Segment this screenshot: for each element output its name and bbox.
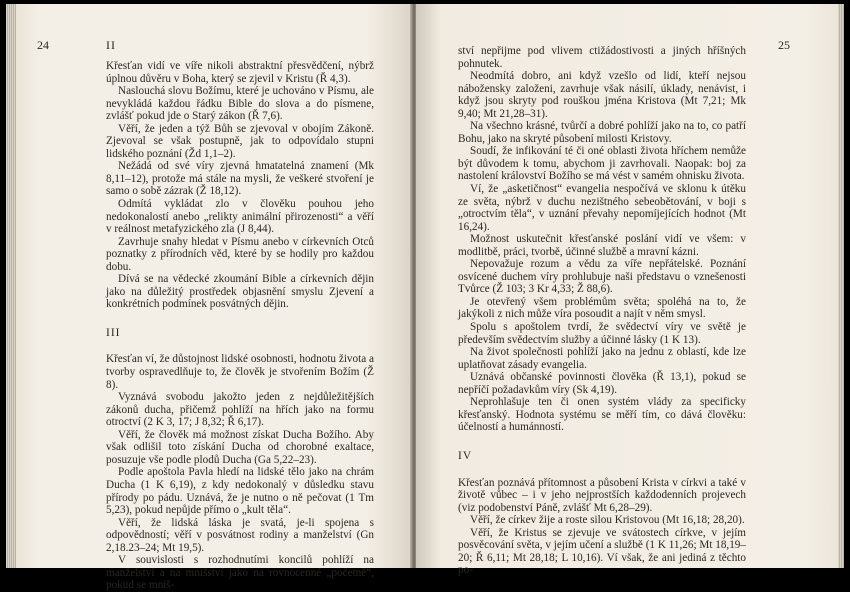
paragraph: Je otevřený všem problémům světa; spoléhá na to, že jakýkoli z nich může víra posoudit a najít v něm smysl. <box>458 295 746 321</box>
paragraph: Křesťan poznává přítomnost a působení Krista v církvi a také v životě vůbec – i v jeho nejprostších každodenních projevech (viz podobenství Páně, zvlášť Mt 6,28–29). <box>458 476 746 514</box>
paragraph: Křesťan ví, že důstojnost lidské osobnosti, hodnotu života a tvorby ospravedlňuje to, že člověk je stvořením Božím (Ž 8). <box>106 353 374 391</box>
page-number: 24 <box>37 38 49 52</box>
paragraph: Nežádá od své víry zjevná hmatatelná znamení (Mk 8,11–12), protože má stále na mysli, že veškeré stvoření je samo o sobě zázrak (Ž 18,12). <box>106 160 374 198</box>
paragraph: Na všechno krásné, tvůrčí a dobré pohlíží jako na to, co patří Bohu, jako na skryté působení milosti Kristovy. <box>458 120 746 145</box>
page-stack-edge-right <box>838 4 844 568</box>
section-heading: IV <box>458 449 473 462</box>
paragraph: Dívá se na vědecké zkoumání Bible a církevních dějin jako na důležitý prostředek objasnění smyslu Zjevení a konkrétních podmínek posvátných dějin. <box>106 273 374 311</box>
section-heading: III <box>106 326 121 339</box>
running-head: II <box>106 38 116 52</box>
paragraph: Věří, že lidská láska je svatá, je-li spojena s odpovědností; věří v posvátnost rodiny a manželství (Gn 2,18.23–24; Mt 19,5). <box>106 516 374 554</box>
paragraph: Soudí, že infikování té či oné oblasti života hříchem nemůže být důvodem k tomu, abychom ji zavrhovali. Naopak: boj za nastolení království Božího se má vést v samém ohnisku života. <box>458 145 746 183</box>
paragraph: ství nepřijme pod vlivem ctižádostivosti a jiných hříšných pohnutek. <box>458 45 746 70</box>
paragraph: Odmítá vykládat zlo v člověku pouhou jeho nedokonalostí anebo „relikty animální přirozenosti“ a věří v reálnost metafyzického zla (J 8,44). <box>106 198 374 236</box>
paragraph: Vyznává svobodu jakožto jeden z nejdůležitějších zákonů ducha, přičemž pohlíží na hřích jako na formu otroctví (2 K 3, 17; J 8,32; Ř 6,17). <box>106 391 374 429</box>
paragraph: Spolu s apoštolem tvrdí, že svědectví víry ve světě je především svědectvím služby a účinné lásky (1 K 13). <box>458 321 746 346</box>
open-book <box>6 4 844 592</box>
paragraph: Zavrhuje snahy hledat v Písmu anebo v církevních Otců poznatky z přírodních věd, které by se hodily pro každou dobu. <box>106 235 374 273</box>
paragraph: Neprohlašuje ten či onen systém vlády za specificky křesťanský. Hodnota systému se měří tím, co dává člověku: účelností a humánností. <box>458 396 746 434</box>
paragraph: V souvislosti s rozhodnutími koncilů pohlíží na manželství a na mnišství jako na rovnocenné „početně“, pokud se mniš- <box>106 554 374 592</box>
paragraph: Věří, že Kristus se zjevuje ve svátostech církve, v jejím posvěcování světa, v jejím učení a službě (1 K 11,26; Mt 18,19–20; Ř 6,11; Mt 28,18; L 10,16). Ví však, že ani jediná z těchto po- <box>458 526 746 577</box>
paragraph: Podle apoštola Pavla hledí na lidské tělo jako na chrám Ducha (1 K 6,19), z kdy nedokonalý v důsledku stavu přírody po pádu. Uznává, že je nutno o ně pečovat (1 Tm 5,23), pokud nepůjde přímo o „kult těla“. <box>106 466 374 517</box>
page-number: 25 <box>778 38 790 52</box>
paragraph: Uznává občanské povinnosti člověka (Ř 13,1), pokud se nepříčí požadavkům víry (Sk 4,19). <box>458 371 746 396</box>
paragraph: Křesťan vidí ve víře nikoli abstraktní přesvědčení, nýbrž úplnou důvěru v Boha, který se zjevil v Kristu (Ř 4,3). <box>106 60 374 85</box>
right-page-body <box>458 45 746 577</box>
paragraph: Ví, že „asketičnost“ evangelia nespočívá ve sklonu k útěku ze světa, nýbrž v duchu nezištného sebeobětování, v boji s „otroctvím těla“, v uznání převahy nepomíjejících hodnot (Mt 16,24). <box>458 183 746 233</box>
paragraph: Naslouchá slovu Božímu, které je uchováno v Písmu, ale nevykládá každou řádku Bible do slova a do písmene, zvlášť pokud jde o Starý zákon (Ř 7,6). <box>106 85 374 123</box>
paragraph: Neodmítá dobro, ani když vzešlo od lidí, kteří nejsou nábožensky založeni, zavrhuje však násilí, úklady, nenávist, i když jsou skryty pod rouškou jména Kristova (Mt 7,21; Mk 9,40; Mt 21,28–31). <box>458 70 746 120</box>
left-page <box>16 4 414 592</box>
paragraph: Možnost uskutečnit křesťanské poslání vidí ve všem: v modlitbě, práci, tvorbě, účinné službě a mravní kázni. <box>458 233 746 258</box>
paragraph: Věří, že církev žije a roste silou Kristovou (Mt 16,18; 28,20). <box>470 514 745 527</box>
paragraph: Věří, že jeden a týž Bůh se zjevoval v obojím Zákoně. Zjevoval se však postupně, jak to odpovídalo stupni lidského poznání (Žd 1,1–2). <box>106 122 374 160</box>
paragraph: Nepovažuje rozum a vědu za víře nepřátelské. Poznání osvícené duchem víry prohlubuje naši představu o vznešenosti Tvůrce (Ž 103; 3 Kr 4,33; Ž 88,6). <box>458 258 746 296</box>
paragraph: Na život společnosti pohlíží jako na jednu z oblastí, kde lze uplatňovat zásady evangelia. <box>458 346 746 371</box>
left-page-body <box>106 60 374 592</box>
right-page <box>416 4 838 577</box>
paragraph: Věří, že člověk má možnost získat Ducha Božího. Aby však odlišil toto získání Ducha od chorobné exaltace, posuzuje vše podle plodů Ducha (Ga 5,22–23). <box>106 428 374 466</box>
page-stack-edge-left <box>6 4 16 568</box>
